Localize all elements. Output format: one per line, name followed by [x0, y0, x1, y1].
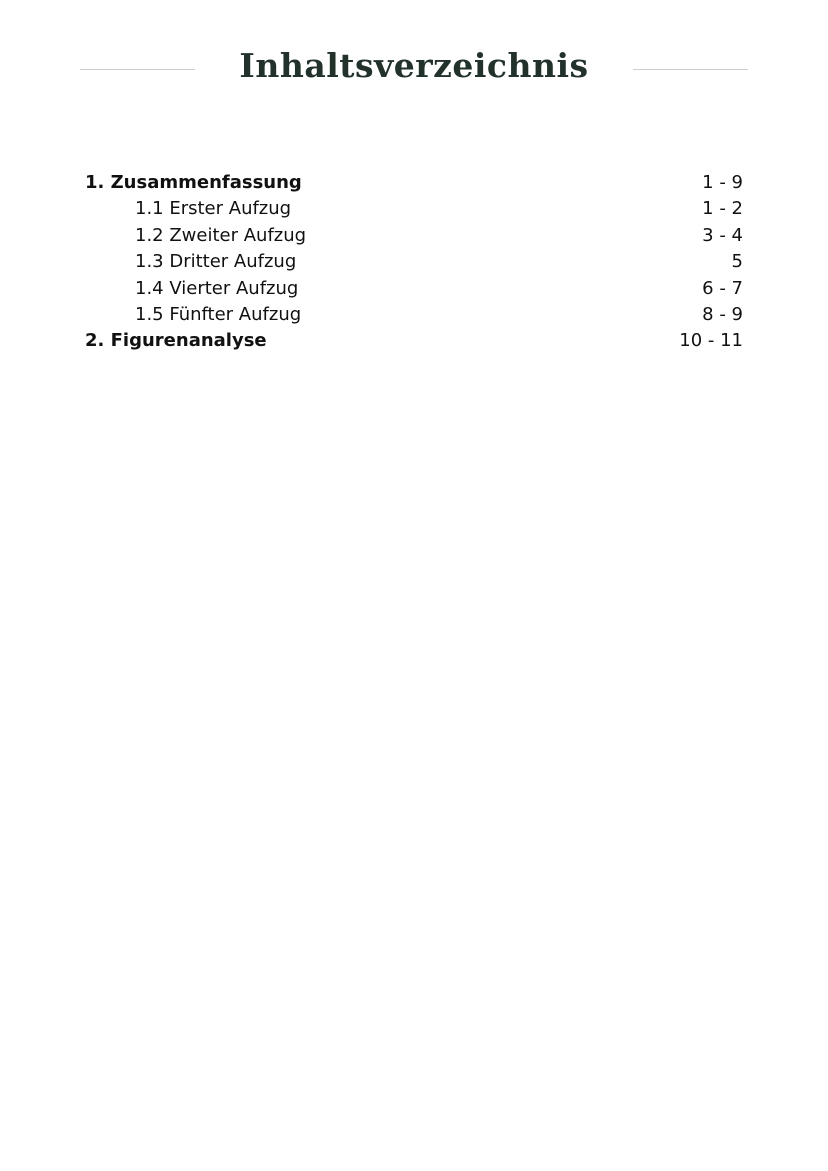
title-row: [0, 42, 828, 94]
title-rule-right: [633, 69, 748, 70]
toc-entry-pages: 1 - 9: [702, 172, 743, 193]
toc-entry-pages: 6 - 7: [702, 277, 743, 299]
toc-entry-fuenfter-aufzug: [85, 302, 743, 328]
toc-entry-label: 2. Figurenanalyse: [85, 330, 267, 352]
toc-entry-vierter-aufzug: [85, 276, 743, 302]
toc-entry-pages: 5: [731, 251, 743, 273]
toc-entry-erster-aufzug: [85, 196, 743, 222]
toc-entry-zweiter-aufzug: [85, 223, 743, 249]
toc-entry-label: 1.3 Dritter Aufzug: [135, 251, 297, 273]
toc-entry-label: 1.4 Vierter Aufzug: [135, 277, 299, 299]
toc-entry-label: 1.2 Zweiter Aufzug: [135, 224, 307, 246]
toc-entry-figurenanalyse: [85, 328, 743, 354]
toc-entry-pages: 1 - 2: [702, 198, 743, 220]
toc-entry-label: 1.1 Erster Aufzug: [135, 198, 292, 220]
toc-entry-label: 1.5 Fünfter Aufzug: [135, 303, 302, 325]
toc-entry-pages: 3 - 4: [702, 224, 743, 246]
toc-entry-pages: 8 - 9: [702, 303, 743, 325]
toc-entry-zusammenfassung: [85, 170, 743, 196]
toc-entry-pages: 10 - 11: [679, 330, 743, 352]
page-title: Inhaltsverzeichnis: [239, 46, 589, 85]
toc-entry-dritter-aufzug: [85, 249, 743, 275]
toc-entry-label: 1. Zusammenfassung: [85, 172, 302, 193]
table-of-contents: [85, 170, 743, 355]
